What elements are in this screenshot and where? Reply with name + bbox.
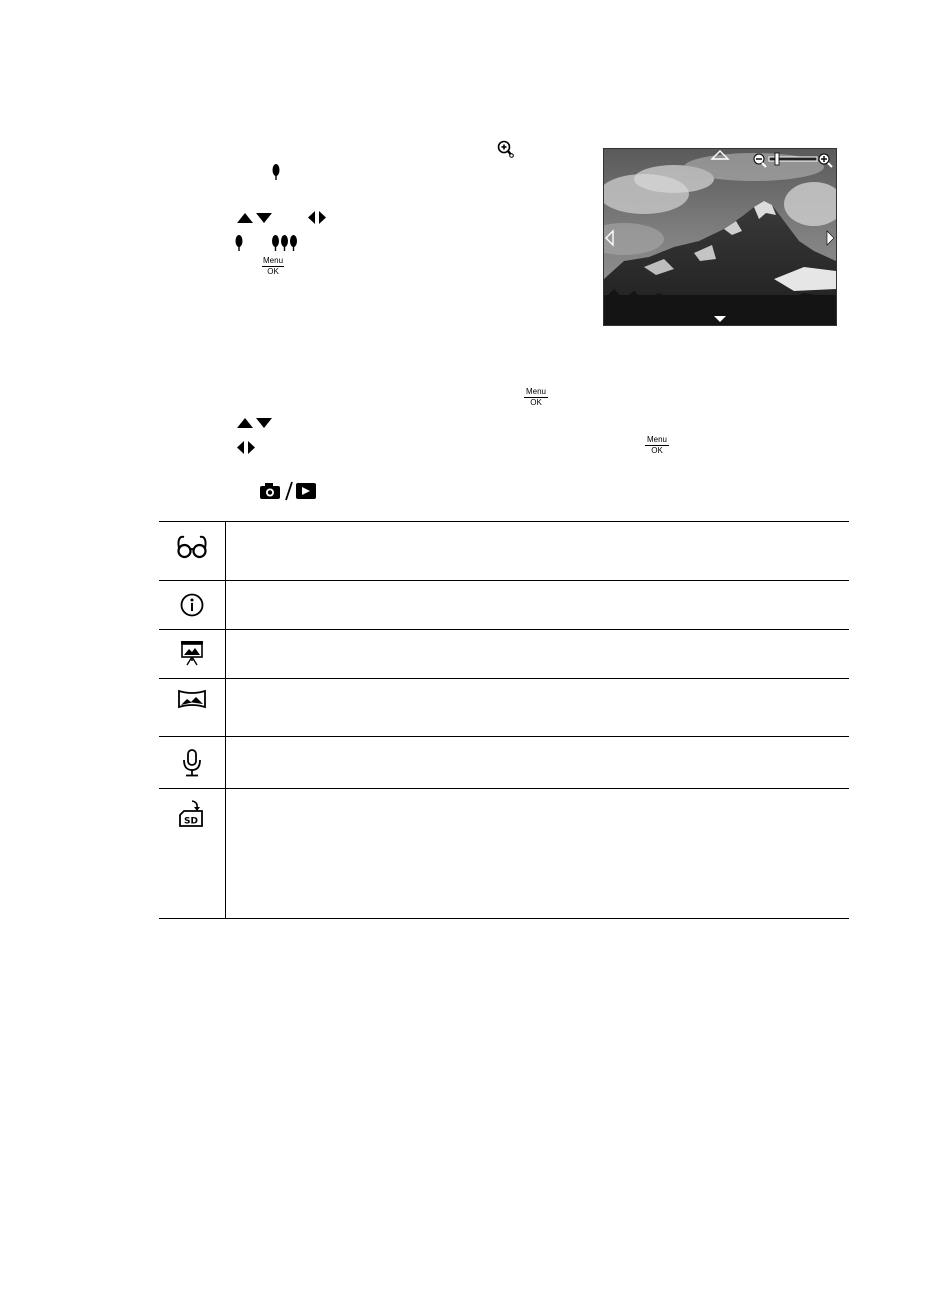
feature-table xyxy=(159,521,849,919)
camera-preview-image xyxy=(603,148,837,326)
slideshow-icon xyxy=(180,640,204,666)
sd-card-move-icon xyxy=(178,799,206,829)
left-right-arrows-icon xyxy=(307,210,327,225)
camera-playback-icon xyxy=(259,481,317,501)
menu-label: Menu xyxy=(646,435,667,444)
mountain-landscape xyxy=(604,149,836,325)
table-row xyxy=(159,678,849,736)
zoom-in-icon xyxy=(497,140,515,160)
info-icon xyxy=(180,593,204,617)
panorama-icon xyxy=(177,689,207,709)
table-icon-cell xyxy=(159,630,226,678)
table-row xyxy=(159,629,849,678)
three-trees-icon xyxy=(271,235,299,251)
microphone-icon xyxy=(181,749,203,777)
menu-label: Menu xyxy=(263,256,284,265)
single-tree-icon xyxy=(272,164,280,180)
menu-ok-icon xyxy=(524,388,548,407)
table-row xyxy=(159,580,849,629)
menu-label: Menu xyxy=(525,387,546,396)
table-row xyxy=(159,788,849,919)
svg-text:SD: SD xyxy=(184,816,198,827)
ok-label: OK xyxy=(530,398,542,407)
ok-label: OK xyxy=(267,267,279,276)
table-icon-cell xyxy=(159,522,226,580)
single-tree-icon xyxy=(235,235,243,251)
menu-ok-icon xyxy=(645,436,669,455)
table-icon-cell xyxy=(159,737,226,788)
up-down-arrows-icon xyxy=(236,212,274,224)
table-icon-cell xyxy=(159,581,226,629)
table-icon-cell xyxy=(159,679,226,736)
table-row xyxy=(159,736,849,788)
menu-ok-icon xyxy=(262,257,284,276)
left-right-arrows-icon xyxy=(236,440,256,455)
table-icon-cell xyxy=(159,789,226,918)
ok-label: OK xyxy=(651,446,663,455)
table-row xyxy=(159,521,849,580)
glasses-icon xyxy=(175,534,209,560)
up-down-arrows-icon xyxy=(236,417,274,429)
